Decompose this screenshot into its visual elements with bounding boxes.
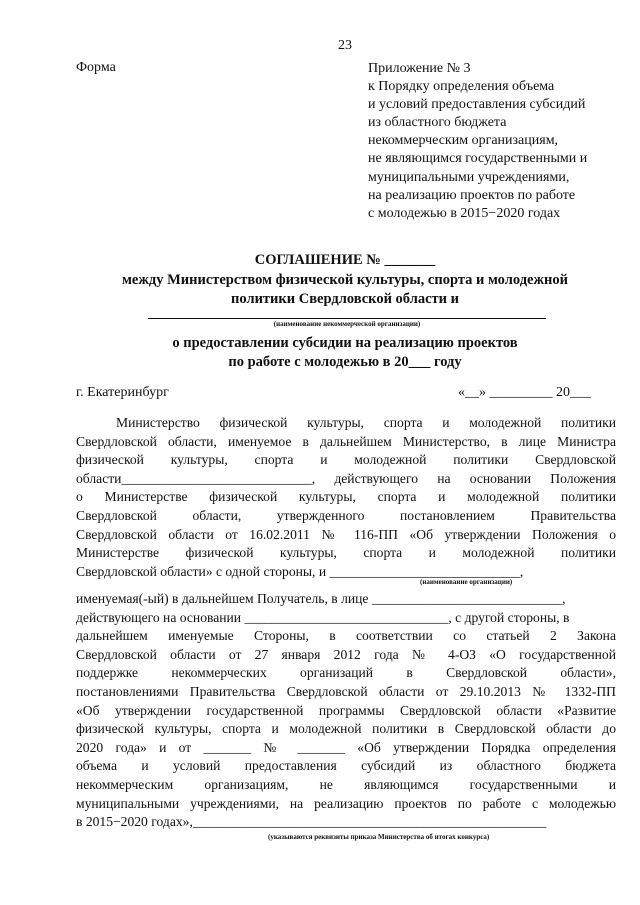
text-line: Свердловской области от 16.02.2011 № 116-ПП «Об утверждении Положения о <box>76 526 616 542</box>
appendix-line: из областного бюджета <box>368 115 507 131</box>
form-label: Форма <box>76 60 116 75</box>
text-line: Министерстве физической культуры, спорта и молодежной политики <box>76 545 616 561</box>
text-line: муниципальными учреждениями, на реализацию проектов по работе с молодежью <box>76 795 616 811</box>
appendix-line: Приложение № 3 <box>368 61 471 76</box>
subtitle-line: политики Свердловской области и <box>231 291 459 307</box>
text-line: физической культуры, спорта и молодежной политики Свердловской <box>76 452 616 468</box>
appendix-line: к Порядку определения объема <box>368 79 555 95</box>
order-caption: (указываются реквизиты приказа Министерства об итогах конкурса) <box>268 833 490 841</box>
text-line: поддержке некоммерческих организаций в Свердловской области», <box>76 665 616 681</box>
text-line: Свердловской области, именуемое в дальнейшем Министерство, в лице Министра <box>76 433 616 449</box>
text-line: именуемая(-ый) в дальнейшем Получатель, в лице ____________________________, <box>76 591 566 606</box>
text-line: действующего на основании ______________________________, с другой стороны, в <box>76 609 570 625</box>
appendix-line: на реализацию проектов по работе <box>368 187 576 203</box>
text-line: дальнейшем именуемые Стороны, в соответствии со статьей 2 Закона <box>76 628 616 644</box>
text-line: Министерство физической культуры, спорта и молодежной политики <box>116 415 616 430</box>
text-line: объема и условий предоставления субсидий из областного бюджета <box>76 758 616 774</box>
appendix-line: некоммерческим организациям, <box>368 133 559 149</box>
body-paragraph-1 <box>76 414 616 581</box>
text-line: некоммерческим организациям, не являющимся государственными и <box>76 776 616 792</box>
agreement-title: СОГЛАШЕНИЕ № _______ <box>254 252 436 268</box>
subject-line: о предоставлении субсидии на реализацию проектов <box>172 335 518 351</box>
page-number: 23 <box>338 38 352 53</box>
body-paragraph-2 <box>76 590 616 832</box>
appendix-line: с молодежью в 2015−2020 годах <box>368 205 561 221</box>
text-line: «Об утверждении государственной программы Свердловской области «Развитие <box>76 702 616 718</box>
org-name-line <box>148 318 546 319</box>
appendix-line: не являющимся государственными и <box>368 151 588 167</box>
text-line: 2020 года» и от _______ № _______ «Об утверждении Порядка определения <box>76 739 616 755</box>
org-caption: (наименование некоммерческой организации) <box>273 320 421 328</box>
text-line: о Министерстве физической культуры, спорта и молодежной политики <box>76 489 616 505</box>
text-line: области____________________________, действующего на основании Положения <box>76 470 616 486</box>
text-line: Свердловской области» с одной стороны, и ____________________________, <box>76 563 524 579</box>
text-line: Свердловской области, утвержденного постановлением Правительства <box>76 507 616 523</box>
subject-line: по работе с молодежью в 20___ году <box>228 354 462 370</box>
subtitle-line: между Министерством физической культуры, спорта и молодежной <box>122 272 568 288</box>
text-line: в 2015−2020 годах»,____________________________________________________ <box>76 814 547 830</box>
appendix-line: муниципальными учреждениями, <box>368 169 570 185</box>
city: г. Екатеринбург <box>76 385 169 400</box>
text-line: физической культуры, спорта и молодежной политики в Свердловской области до <box>76 721 616 737</box>
date-field: «__» _________ 20___ <box>458 385 591 400</box>
appendix-line: и условий предоставления субсидий <box>368 97 586 113</box>
text-line: постановлениями Правительства Свердловской области от 29.10.2013 № 1332-ПП <box>76 683 616 699</box>
text-line: Свердловской области от 27 января 2012 года № 4-ОЗ «О государственной <box>76 646 616 662</box>
appendix-header <box>368 60 636 223</box>
org-caption-2: (наименование организации) <box>420 578 513 586</box>
agreement-subject <box>0 334 640 372</box>
agreement-subtitle <box>0 271 640 309</box>
